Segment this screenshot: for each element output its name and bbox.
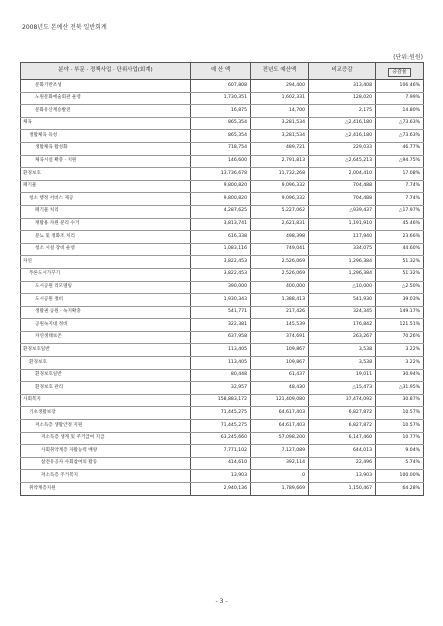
table-row xyxy=(21,319,424,332)
row-rate: 44.60% xyxy=(376,243,424,256)
row-budget: 637,958 xyxy=(191,331,251,344)
row-budget: 7,771,102 xyxy=(191,445,251,458)
row-difference: 37,474,092 xyxy=(309,394,376,407)
row-prev-budget: 121,409,080 xyxy=(251,394,309,407)
row-prev-budget: 374,691 xyxy=(251,331,309,344)
row-difference: △2,416,180 xyxy=(309,130,376,143)
row-rate: 3.22% xyxy=(376,357,424,370)
row-rate: 30.87% xyxy=(376,394,424,407)
row-prev-budget: 498,398 xyxy=(251,231,309,244)
row-prev-budget: 109,867 xyxy=(251,357,309,370)
row-budget: 616,338 xyxy=(191,231,251,244)
row-budget: 32,957 xyxy=(191,382,251,395)
row-name: 분뇨 및 정화조 처리 xyxy=(21,231,191,244)
row-difference: 2,004,410 xyxy=(309,168,376,181)
row-name: 환경보호일반 xyxy=(21,369,191,382)
row-name: 생활체육 활성화 xyxy=(21,142,191,155)
row-name: 자연생태보존 xyxy=(21,331,191,344)
row-difference: 1,191,910 xyxy=(309,218,376,231)
row-prev-budget: 217,426 xyxy=(251,306,309,319)
row-difference: 2,175 xyxy=(309,105,376,118)
table-row xyxy=(21,457,424,470)
row-name: 체육 xyxy=(21,117,191,130)
budget-table xyxy=(20,62,424,496)
row-rate: 64.28% xyxy=(376,483,424,496)
row-budget: 865,354 xyxy=(191,130,251,143)
row-rate: 51.32% xyxy=(376,256,424,269)
table-row xyxy=(21,218,424,231)
row-difference: 6,147,460 xyxy=(309,432,376,445)
table-row xyxy=(21,420,424,433)
row-rate: 17.08% xyxy=(376,168,424,181)
row-name: 문화유산계승발전 xyxy=(21,105,191,118)
row-prev-budget: 9,096,332 xyxy=(251,180,309,193)
table-row xyxy=(21,382,424,395)
row-rate: 46.77% xyxy=(376,142,424,155)
row-rate: 10.77% xyxy=(376,432,424,445)
row-prev-budget: 3,281,534 xyxy=(251,117,309,130)
row-budget: 63,245,660 xyxy=(191,432,251,445)
row-budget: 3,822,453 xyxy=(191,268,251,281)
row-name: 체육시설 확충 · 지원 xyxy=(21,155,191,168)
row-prev-budget: 400,000 xyxy=(251,281,309,294)
row-prev-budget: 1,602,331 xyxy=(251,92,309,105)
row-prev-budget: 2,791,813 xyxy=(251,155,309,168)
row-difference: △15,473 xyxy=(309,382,376,395)
table-row xyxy=(21,445,424,458)
row-rate: △2.50% xyxy=(376,281,424,294)
row-difference: 541,930 xyxy=(309,294,376,307)
table-row xyxy=(21,243,424,256)
row-prev-budget: 7,127,089 xyxy=(251,445,309,458)
row-budget: 607,808 xyxy=(191,80,251,93)
table-row xyxy=(21,193,424,206)
table-row xyxy=(21,483,424,496)
row-name: 취약계층지원 xyxy=(21,483,191,496)
row-name: 기초생활보장 xyxy=(21,407,191,420)
row-prev-budget: 61,437 xyxy=(251,369,309,382)
row-prev-budget: 145,539 xyxy=(251,319,309,332)
row-prev-budget: 2,621,831 xyxy=(251,218,309,231)
table-row xyxy=(21,168,424,181)
row-rate: 14.80% xyxy=(376,105,424,118)
row-prev-budget: 64,617,403 xyxy=(251,407,309,420)
row-difference: 176,842 xyxy=(309,319,376,332)
row-name: 저소득층 주거복지 xyxy=(21,470,191,483)
table-row xyxy=(21,294,424,307)
row-difference: 6,827,872 xyxy=(309,407,376,420)
row-rate: 9.04% xyxy=(376,445,424,458)
row-budget: 865,354 xyxy=(191,117,251,130)
row-rate: 23.66% xyxy=(376,231,424,244)
table-row xyxy=(21,155,424,168)
row-name: 노원문화예술회관 운영 xyxy=(21,92,191,105)
row-difference: 644,013 xyxy=(309,445,376,458)
row-prev-budget: 2,526,069 xyxy=(251,268,309,281)
row-name: 저소득층 생활안정 지원 xyxy=(21,420,191,433)
table-row xyxy=(21,268,424,281)
row-difference: 1,296,384 xyxy=(309,268,376,281)
row-name: 환경보호 관리 xyxy=(21,382,191,395)
row-budget: 414,610 xyxy=(191,457,251,470)
row-budget: 71,445,275 xyxy=(191,420,251,433)
row-name: 폐기물 xyxy=(21,180,191,193)
row-budget: 9,800,820 xyxy=(191,193,251,206)
row-difference: 128,020 xyxy=(309,92,376,105)
row-rate: 7.99% xyxy=(376,92,424,105)
table-row xyxy=(21,407,424,420)
row-budget: 71,445,275 xyxy=(191,407,251,420)
row-difference: 704,488 xyxy=(309,180,376,193)
row-rate: 5.74% xyxy=(376,457,424,470)
row-rate: 106.46% xyxy=(376,80,424,93)
row-budget: 13,736,678 xyxy=(191,168,251,181)
row-name: 폐기물 처리 xyxy=(21,205,191,218)
row-difference: 19,011 xyxy=(309,369,376,382)
row-rate: 7.74% xyxy=(376,193,424,206)
row-budget: 13,903 xyxy=(191,470,251,483)
row-budget: 1,083,116 xyxy=(191,243,251,256)
row-rate: △17.97% xyxy=(376,205,424,218)
row-budget: 9,800,820 xyxy=(191,180,251,193)
row-rate: 30.94% xyxy=(376,369,424,382)
row-difference: △2,416,180 xyxy=(309,117,376,130)
row-difference: 6,827,872 xyxy=(309,420,376,433)
row-name: 환경보호 xyxy=(21,168,191,181)
row-rate: 10.57% xyxy=(376,420,424,433)
row-name: 생활권 공원 · 녹지확충 xyxy=(21,306,191,319)
row-prev-budget: 392,114 xyxy=(251,457,309,470)
row-prev-budget: 294,400 xyxy=(251,80,309,93)
row-prev-budget: 749,041 xyxy=(251,243,309,256)
header-rate xyxy=(376,63,424,80)
row-difference: 313,408 xyxy=(309,80,376,93)
row-name: 자연 xyxy=(21,256,191,269)
row-rate: 45.46% xyxy=(376,218,424,231)
table-row xyxy=(21,80,424,93)
row-name: 푸른도시가꾸기 xyxy=(21,268,191,281)
row-budget: 718,754 xyxy=(191,142,251,155)
row-difference: 1,150,467 xyxy=(309,483,376,496)
row-budget: 158,883,172 xyxy=(191,394,251,407)
row-budget: 390,000 xyxy=(191,281,251,294)
table-row xyxy=(21,256,424,269)
page-number: - 3 - xyxy=(215,598,228,605)
row-budget: 1,730,351 xyxy=(191,92,251,105)
row-prev-budget: 1,388,413 xyxy=(251,294,309,307)
row-budget: 16,875 xyxy=(191,105,251,118)
row-prev-budget: 57,098,200 xyxy=(251,432,309,445)
table-row xyxy=(21,432,424,445)
header-name: 분야 · 부문 · 정책사업 · 단위사업(회계) xyxy=(21,63,191,80)
row-name: 사회취약계층 자활능력 배양 xyxy=(21,445,191,458)
row-name: 공원녹지대 정비 xyxy=(21,319,191,332)
row-rate: 149.17% xyxy=(376,306,424,319)
row-prev-budget: 1,789,669 xyxy=(251,483,309,496)
table-body xyxy=(21,80,424,496)
row-difference: 263,267 xyxy=(309,331,376,344)
table-row xyxy=(21,92,424,105)
row-budget: 4,287,625 xyxy=(191,205,251,218)
row-prev-budget: 0 xyxy=(251,470,309,483)
table-row xyxy=(21,344,424,357)
row-rate: 10.57% xyxy=(376,407,424,420)
unit-label: (단위:원원) xyxy=(393,54,423,61)
row-prev-budget: 2,526,069 xyxy=(251,256,309,269)
row-difference: 324,345 xyxy=(309,306,376,319)
row-prev-budget: 9,096,332 xyxy=(251,193,309,206)
row-budget: 3,822,453 xyxy=(191,256,251,269)
row-budget: 113,405 xyxy=(191,357,251,370)
row-difference: 3,538 xyxy=(309,344,376,357)
row-name: 사회복지 xyxy=(21,394,191,407)
table-row xyxy=(21,281,424,294)
row-rate: 70.26% xyxy=(376,331,424,344)
table-row xyxy=(21,117,424,130)
row-name: 저소득층 생계 및 주거급여 지급 xyxy=(21,432,191,445)
row-rate: 121.51% xyxy=(376,319,424,332)
row-budget: 80,448 xyxy=(191,369,251,382)
table-row xyxy=(21,180,424,193)
table-row xyxy=(21,369,424,382)
row-prev-budget: 3,281,534 xyxy=(251,130,309,143)
row-rate: △31.95% xyxy=(376,382,424,395)
row-prev-budget: 11,732,268 xyxy=(251,168,309,181)
row-name: 생활체육 육성 xyxy=(21,130,191,143)
row-rate: △73.63% xyxy=(376,130,424,143)
row-name: 문화기반조성 xyxy=(21,80,191,93)
row-difference: 3,538 xyxy=(309,357,376,370)
row-budget: 322,381 xyxy=(191,319,251,332)
row-prev-budget: 64,617,403 xyxy=(251,420,309,433)
row-difference: 117,940 xyxy=(309,231,376,244)
row-rate: △73.63% xyxy=(376,117,424,130)
table-row xyxy=(21,205,424,218)
table-row xyxy=(21,130,424,143)
row-prev-budget: 109,867 xyxy=(251,344,309,357)
row-budget: 2,940,136 xyxy=(191,483,251,496)
row-prev-budget: 48,430 xyxy=(251,382,309,395)
row-rate: 7.74% xyxy=(376,180,424,193)
table-row xyxy=(21,142,424,155)
row-budget: 1,930,343 xyxy=(191,294,251,307)
row-name: 청소 시설 장비 운영 xyxy=(21,243,191,256)
table-row xyxy=(21,231,424,244)
row-difference: 229,033 xyxy=(309,142,376,155)
row-name: 참전유공자 사회참여의 활동 xyxy=(21,457,191,470)
row-difference: 13,903 xyxy=(309,470,376,483)
table-header-row xyxy=(21,63,424,80)
row-budget: 541,771 xyxy=(191,306,251,319)
table-row xyxy=(21,306,424,319)
table-row xyxy=(21,394,424,407)
row-rate: 39.03% xyxy=(376,294,424,307)
row-difference: △2,645,213 xyxy=(309,155,376,168)
row-difference: 704,488 xyxy=(309,193,376,206)
row-rate: 51.32% xyxy=(376,268,424,281)
row-difference: △10,000 xyxy=(309,281,376,294)
row-name: 환경보호 xyxy=(21,357,191,370)
row-name: 환경보호일반 xyxy=(21,344,191,357)
row-budget: 113,405 xyxy=(191,344,251,357)
row-rate: 3.22% xyxy=(376,344,424,357)
table-row xyxy=(21,331,424,344)
row-difference: △939,437 xyxy=(309,205,376,218)
row-prev-budget: 14,700 xyxy=(251,105,309,118)
row-rate: △94.75% xyxy=(376,155,424,168)
row-prev-budget: 5,227,062 xyxy=(251,205,309,218)
row-budget: 146,600 xyxy=(191,155,251,168)
header-prev: 전년도 예산액 xyxy=(251,63,309,80)
row-difference: 1,296,384 xyxy=(309,256,376,269)
row-name: 재활용 자원 분리 수거 xyxy=(21,218,191,231)
row-name: 청소 행정 서비스 제공 xyxy=(21,193,191,206)
document-title: 2008년도 본예산 전북 일반회계 xyxy=(22,24,107,31)
row-difference: 22,496 xyxy=(309,457,376,470)
row-difference: 334,075 xyxy=(309,243,376,256)
row-name: 도시공원 리모델링 xyxy=(21,281,191,294)
table-row xyxy=(21,470,424,483)
rate-header-box: 증감율 xyxy=(388,68,411,77)
table-row xyxy=(21,357,424,370)
row-name: 도시공원 정비 xyxy=(21,294,191,307)
row-prev-budget: 489,721 xyxy=(251,142,309,155)
header-diff: 비교증감 xyxy=(309,63,376,80)
row-budget: 3,813,741 xyxy=(191,218,251,231)
header-budget: 예 산 액 xyxy=(191,63,251,80)
table-row xyxy=(21,105,424,118)
row-rate: 100.00% xyxy=(376,470,424,483)
